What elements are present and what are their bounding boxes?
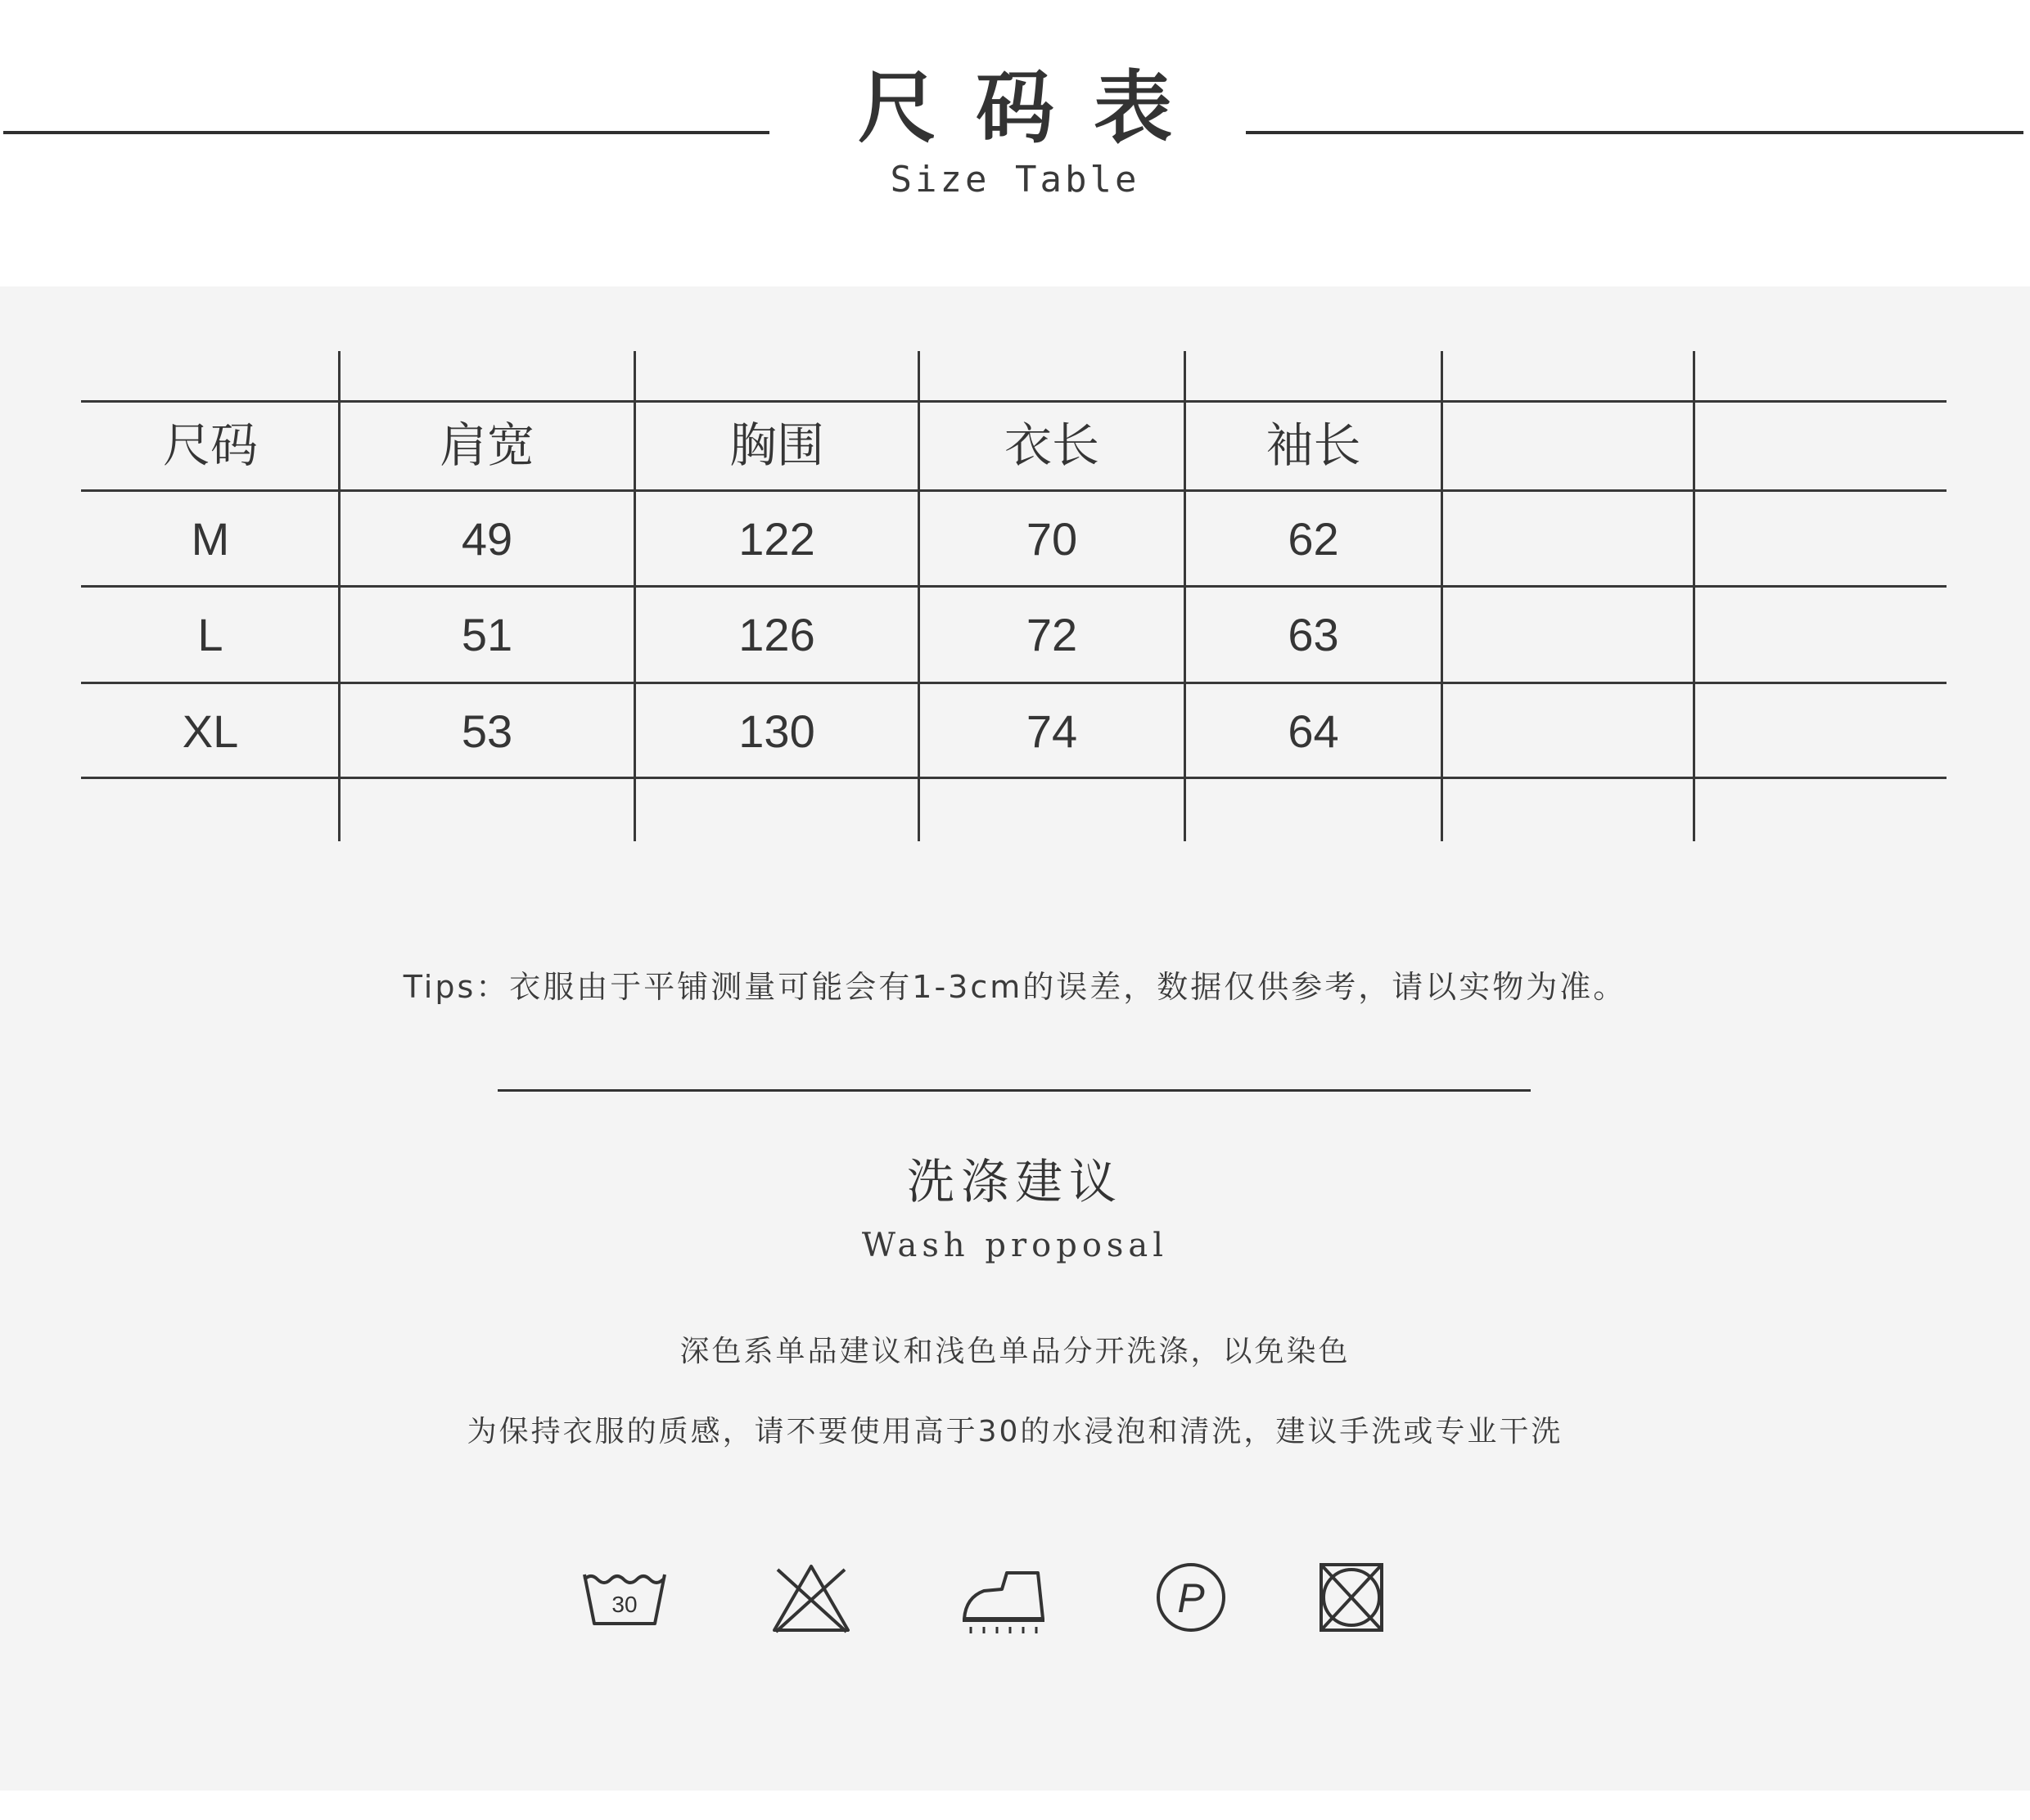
iron-icon [959, 1558, 1049, 1637]
table-cell-size: XL [182, 705, 239, 757]
table-cell-sleeve: 64 [1288, 705, 1339, 757]
measurement-tip: Tips：衣服由于平铺测量可能会有1-3cm的误差，数据仅供参考，请以实物为准。 [403, 969, 1627, 1005]
wash-subtitle: Wash proposal [861, 1227, 1169, 1264]
table-cell-shoulder: 53 [461, 705, 513, 757]
table-cell-chest: 126 [738, 609, 815, 660]
table-cell-chest: 130 [738, 705, 815, 757]
page-subtitle: Size Table [890, 159, 1140, 200]
table-cell-size: L [197, 609, 223, 660]
table-cell-sleeve: 62 [1288, 513, 1339, 565]
table-header-size: 尺码 [162, 419, 258, 472]
page-title: 尺码表 [858, 62, 1211, 154]
table-cell-length: 74 [1026, 705, 1078, 757]
no-tumble-dry-icon [1306, 1558, 1396, 1637]
table-header-chest: 胸围 [729, 419, 824, 472]
table-header-shoulder: 肩宽 [439, 419, 535, 472]
wash-instruction-1: 深色系单品建议和浅色单品分开洗涤，以免染色 [679, 1335, 1351, 1368]
table-column-rule [1693, 351, 1695, 841]
svg-text:30: 30 [611, 1592, 638, 1617]
table-cell-length: 70 [1026, 513, 1078, 565]
table-cell-chest: 122 [738, 513, 815, 565]
bottom-margin [0, 1791, 2030, 1820]
table-cell-length: 72 [1026, 609, 1078, 660]
wash-30-icon [580, 1558, 670, 1637]
wash-instruction-2: 为保持衣服的质感，请不要使用高于30的水浸泡和清洗，建议手洗或专业干洗 [467, 1415, 1563, 1448]
table-header-length: 衣长 [1004, 419, 1099, 472]
section-divider [498, 1089, 1531, 1092]
table-cell-sleeve: 63 [1288, 609, 1339, 660]
table-cell-shoulder: 49 [461, 513, 513, 565]
table-cell-shoulder: 51 [461, 609, 513, 660]
no-bleach-icon [766, 1558, 856, 1637]
table-cell-size: M [191, 513, 230, 565]
professional-dry-clean-icon [1146, 1558, 1236, 1637]
svg-text:P: P [1177, 1575, 1205, 1621]
table-column-rule [1441, 351, 1443, 841]
table-header-sleeve: 袖长 [1265, 419, 1361, 472]
wash-title: 洗涤建议 [906, 1154, 1123, 1210]
